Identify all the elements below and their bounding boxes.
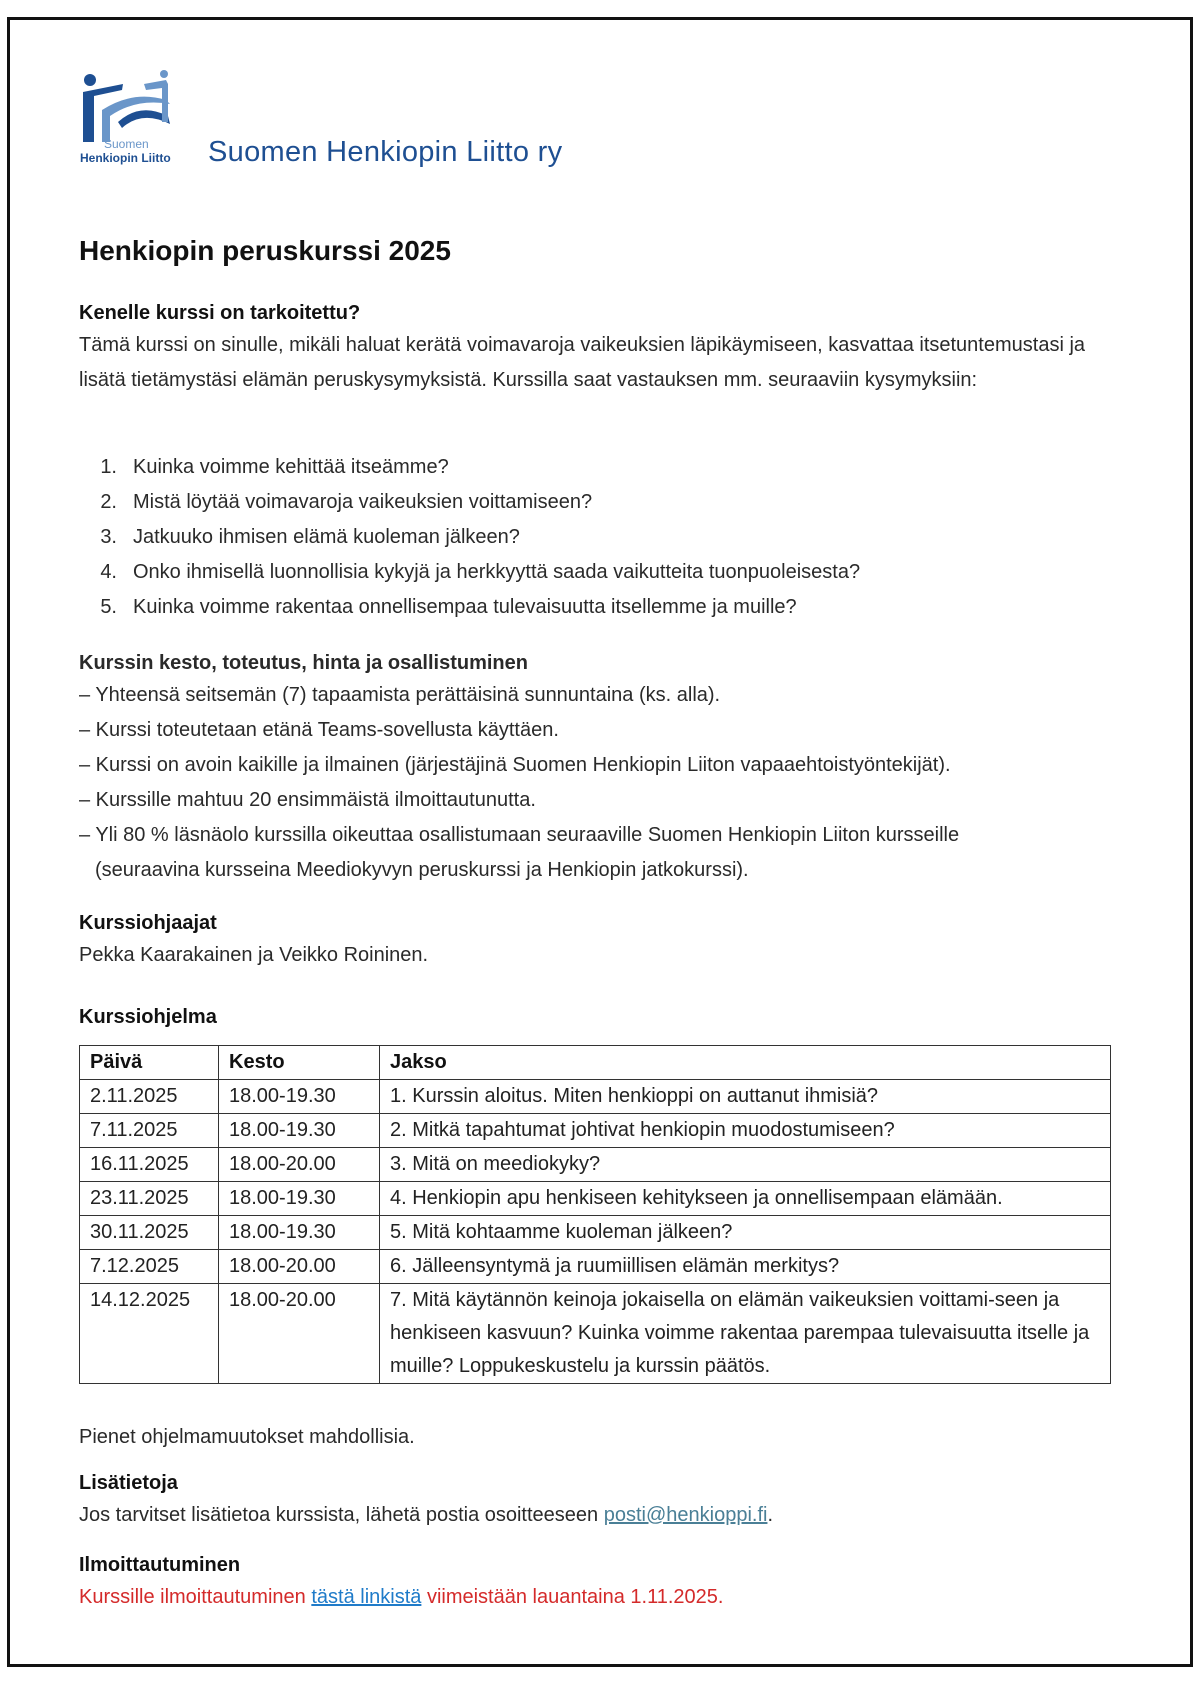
program-table bbox=[79, 1045, 1111, 1384]
questions-list-wrapper bbox=[79, 450, 1119, 625]
column-header-date: Päivä bbox=[80, 1046, 219, 1080]
audience-text: Tämä kurssi on sinulle, mikäli haluat kerätä voimavaroja vaikeuksien läpikäymiseen, kasvattaa itsetuntemustasi ja lisätä tietämystäsi elämän peruskysymyksistä. Kurssilla saat vastauksen mm. seuraaviin kysymyksiin: bbox=[79, 334, 1086, 391]
cell-duration: 18.00-20.00 bbox=[219, 1284, 380, 1384]
cell-date: 14.12.2025 bbox=[80, 1284, 219, 1384]
cell-session: 5. Mitä kohtaamme kuoleman jälkeen? bbox=[380, 1216, 1111, 1250]
cell-session: 2. Mitkä tapahtumat johtivat henkiopin muodostumiseen? bbox=[380, 1114, 1111, 1148]
details-section bbox=[79, 648, 1119, 888]
registration-section bbox=[79, 1550, 1119, 1615]
cell-duration: 18.00-20.00 bbox=[219, 1250, 380, 1284]
info-heading: Lisätietoja bbox=[79, 1472, 178, 1494]
list-item: 2. Mistä löytää voimavaroja vaikeuksien voittamiseen? bbox=[100, 491, 593, 513]
instructors-text: Pekka Kaarakainen ja Veikko Roininen. bbox=[79, 944, 429, 966]
list-item: 1. Kuinka voimme kehittää itseämme? bbox=[100, 456, 449, 478]
table-row bbox=[80, 1250, 1111, 1284]
logo-text-henkiopin-liitto: Henkiopin Liitto bbox=[80, 151, 171, 165]
info-text: Jos tarvitset lisätietoa kurssista, lähetä postia osoitteeseen posti@henkioppi.fi. bbox=[79, 1504, 774, 1526]
cell-date: 30.11.2025 bbox=[80, 1216, 219, 1250]
details-item: – Kurssi toteutetaan etänä Teams-sovellusta käyttäen. bbox=[79, 719, 559, 741]
column-header-duration: Kesto bbox=[219, 1046, 380, 1080]
cell-date: 2.11.2025 bbox=[80, 1080, 219, 1114]
cell-date: 23.11.2025 bbox=[80, 1182, 219, 1216]
registration-heading: Ilmoittautuminen bbox=[79, 1554, 241, 1576]
registration-text: Kurssille ilmoittautuminen tästä linkistä viimeistään lauantaina 1.11.2025. bbox=[79, 1586, 724, 1608]
cell-duration: 18.00-19.30 bbox=[219, 1114, 380, 1148]
table-row bbox=[80, 1114, 1111, 1148]
page-title: Henkiopin peruskurssi 2025 bbox=[79, 235, 451, 266]
audience-section bbox=[79, 298, 1119, 398]
organization-name: Suomen Henkiopin Liitto ry bbox=[208, 136, 563, 168]
table-row bbox=[80, 1216, 1111, 1250]
details-item: – Yhteensä seitsemän (7) tapaamista perättäisinä sunnuntaina (ks. alla). bbox=[79, 684, 721, 706]
table-row bbox=[80, 1182, 1111, 1216]
table-row bbox=[80, 1080, 1111, 1114]
logo-text-suomen: Suomen bbox=[104, 137, 149, 151]
cell-duration: 18.00-19.30 bbox=[219, 1216, 380, 1250]
details-heading: Kurssin kesto, toteutus, hinta ja osallistuminen bbox=[79, 652, 528, 674]
list-item: 3. Jatkuuko ihmisen elämä kuoleman jälkeen? bbox=[100, 526, 520, 548]
table-row bbox=[80, 1284, 1111, 1384]
cell-session: 7. Mitä käytännön keinoja jokaisella on elämän vaikeuksien voittami-seen ja henkiseen kasvuun? Kuinka voimme rakentaa parempaa tulevaisuutta itselle ja muille? Loppukeskustelu ja kurssin päätös. bbox=[380, 1284, 1111, 1384]
table-row bbox=[80, 1148, 1111, 1182]
program-heading: Kurssiohjelma bbox=[79, 1006, 217, 1028]
program-note: Pienet ohjelmamuutokset mahdollisia. bbox=[79, 1426, 415, 1448]
column-header-session: Jakso bbox=[380, 1046, 1111, 1080]
email-link[interactable]: posti@henkioppi.fi bbox=[603, 1504, 768, 1526]
details-item: – Yli 80 % läsnäolo kurssilla oikeuttaa osallistumaan seuraaville Suomen Henkiopin Liiton kursseille bbox=[79, 824, 960, 846]
cell-session: 6. Jälleensyntymä ja ruumiillisen elämän merkitys? bbox=[380, 1250, 1111, 1284]
instructors-section bbox=[79, 908, 1119, 973]
cell-duration: 18.00-20.00 bbox=[219, 1148, 380, 1182]
cell-session: 3. Mitä on meediokyky? bbox=[380, 1148, 1111, 1182]
cell-duration: 18.00-19.30 bbox=[219, 1080, 380, 1114]
table-header-row bbox=[80, 1046, 1111, 1080]
questions-list bbox=[79, 450, 1119, 625]
cell-date: 7.12.2025 bbox=[80, 1250, 219, 1284]
cell-date: 7.11.2025 bbox=[80, 1114, 219, 1148]
details-item: – Kurssille mahtuu 20 ensimmäistä ilmoittautunutta. bbox=[79, 789, 536, 811]
audience-heading: Kenelle kurssi on tarkoitettu? bbox=[79, 302, 361, 324]
cell-date: 16.11.2025 bbox=[80, 1148, 219, 1182]
instructors-heading: Kurssiohjaajat bbox=[79, 912, 217, 934]
cell-session: 4. Henkiopin apu henkiseen kehitykseen ja onnellisempaan elämään. bbox=[380, 1182, 1111, 1216]
cell-duration: 18.00-19.30 bbox=[219, 1182, 380, 1216]
details-item-continuation: (seuraavina kursseina Meediokyvyn peruskurssi ja Henkiopin jatkokurssi). bbox=[95, 859, 749, 881]
list-item: 4. Onko ihmisellä luonnollisia kykyjä ja herkkyyttä saada vaikutteita tuonpuoleisesta? bbox=[100, 561, 861, 583]
list-item: 5. Kuinka voimme rakentaa onnellisempaa tulevaisuutta itsellemme ja muille? bbox=[100, 596, 797, 618]
registration-link[interactable]: tästä linkistä bbox=[311, 1586, 422, 1608]
info-section bbox=[79, 1468, 1119, 1533]
cell-session: 1. Kurssin aloitus. Miten henkioppi on auttanut ihmisiä? bbox=[380, 1080, 1111, 1114]
details-item: – Kurssi on avoin kaikille ja ilmainen (järjestäjinä Suomen Henkiopin Liiton vapaaehtoistyöntekijät). bbox=[79, 754, 951, 776]
